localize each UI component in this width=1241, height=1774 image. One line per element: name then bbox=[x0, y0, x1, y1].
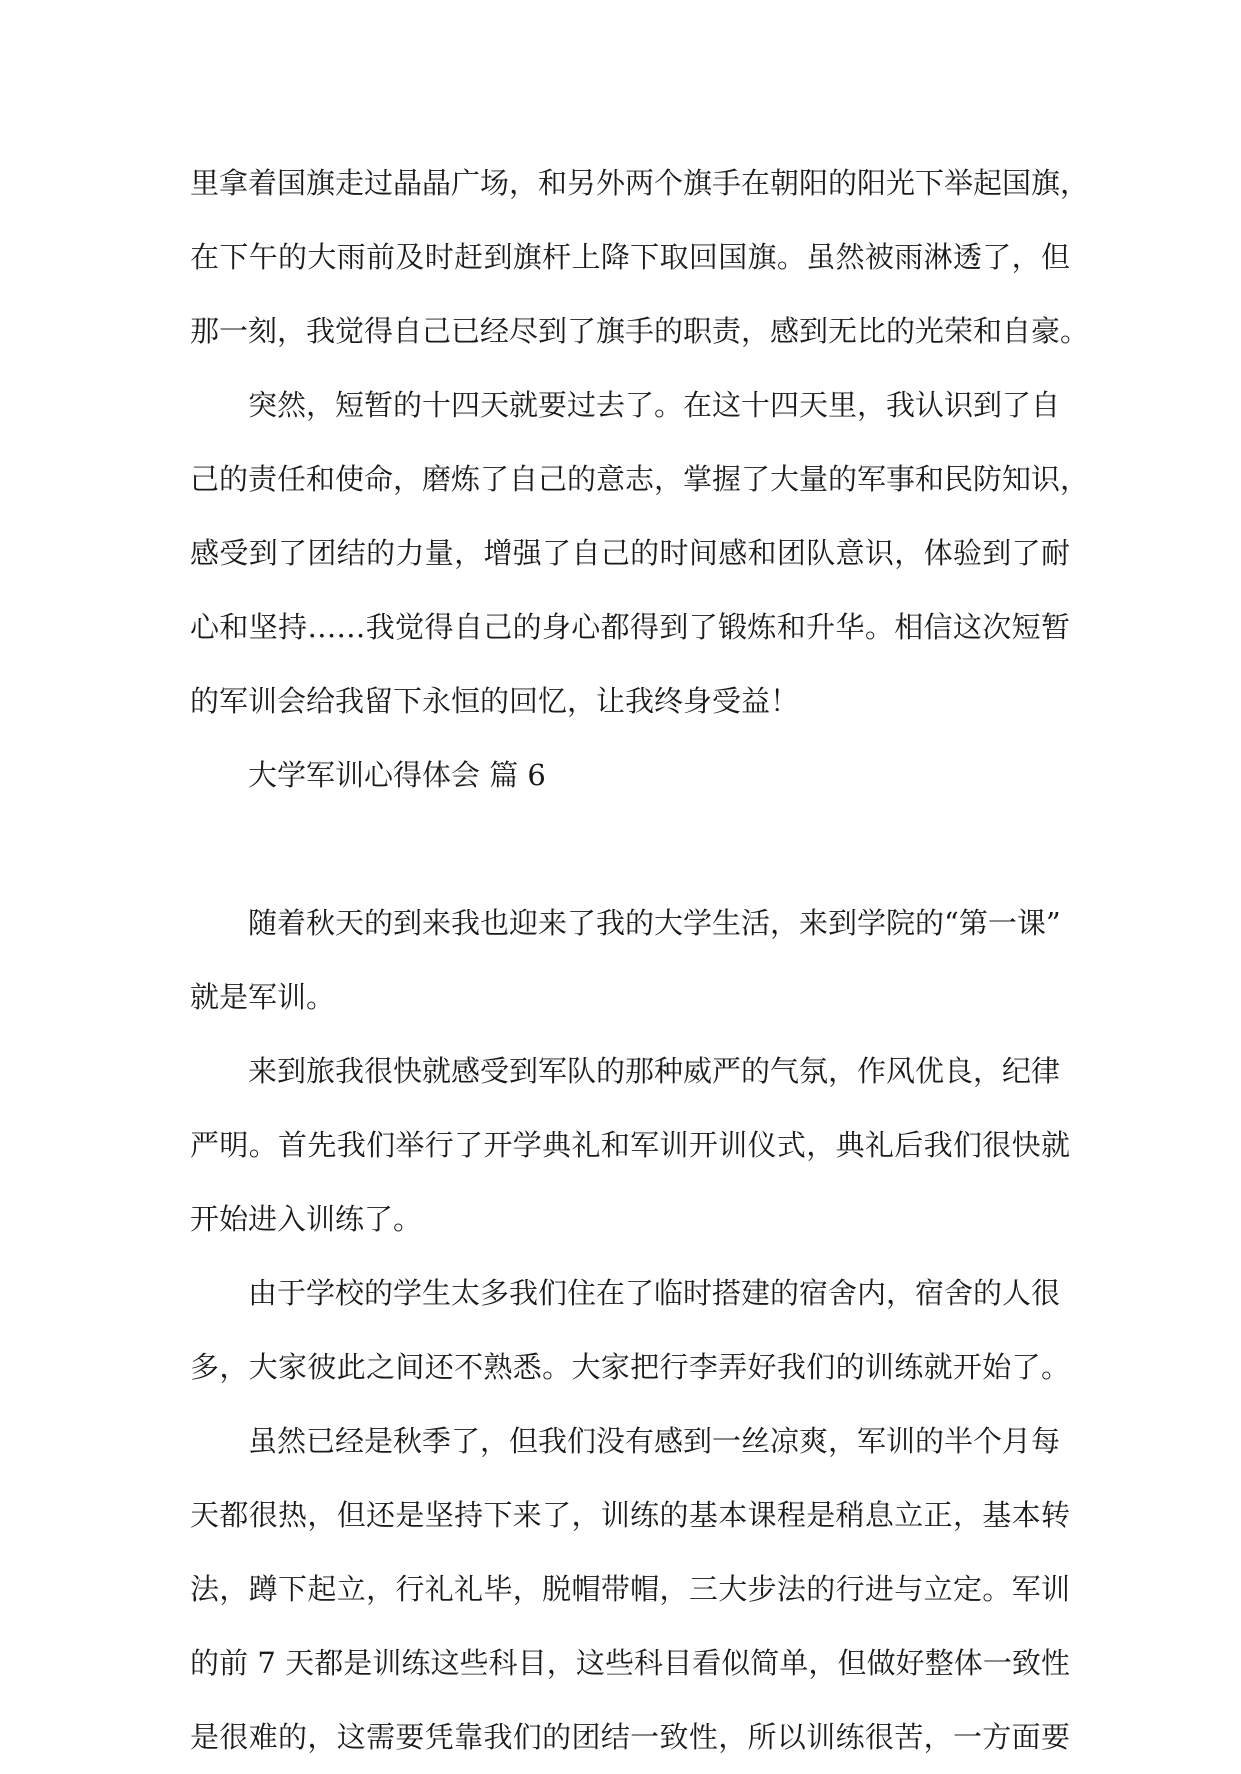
paragraph-first-line bbox=[0, 1256, 1241, 1330]
line-text: 的前 7 天都是训练这些科目，这些科目看似简单，但做好整体一致性 bbox=[190, 1646, 1070, 1680]
text-line bbox=[0, 294, 1241, 368]
text-line bbox=[0, 1182, 1241, 1256]
text-line bbox=[0, 664, 1241, 738]
line-text: 严明。首先我们举行了开学典礼和军训开训仪式，典礼后我们很快就 bbox=[190, 1128, 1070, 1162]
line-text: 的军训会给我留下永恒的回忆，让我终身受益！ bbox=[190, 684, 800, 718]
text-line bbox=[0, 1108, 1241, 1182]
text-line bbox=[0, 960, 1241, 1034]
line-text: 在下午的大雨前及时赶到旗杆上降下取回国旗。虽然被雨淋透了，但 bbox=[190, 240, 1070, 274]
section-heading bbox=[0, 738, 1241, 812]
line-text: 虽然已经是秋季了，但我们没有感到一丝凉爽，军训的半个月每 bbox=[248, 1424, 1061, 1458]
text-line bbox=[0, 146, 1241, 220]
line-text: 随着秋天的到来我也迎来了我的大学生活，来到学院的“第一课” bbox=[248, 906, 1061, 940]
line-text: 天都很热，但还是坚持下来了，训练的基本课程是稍息立正，基本转 bbox=[190, 1498, 1070, 1532]
line-text: 多，大家彼此之间还不熟悉。大家把行李弄好我们的训练就开始了。 bbox=[190, 1350, 1070, 1384]
heading-text: 大学军训心得体会 篇 6 bbox=[248, 758, 546, 792]
line-text: 心和坚持……我觉得自己的身心都得到了锻炼和升华。相信这次短暂 bbox=[190, 610, 1070, 644]
line-text: 己的责任和使命，磨炼了自己的意志，掌握了大量的军事和民防知识， bbox=[190, 462, 1090, 496]
text-line bbox=[0, 1330, 1241, 1404]
text-line bbox=[0, 1478, 1241, 1552]
line-text: 感受到了团结的力量，增强了自己的时间感和团队意识，体验到了耐 bbox=[190, 536, 1070, 570]
text-line bbox=[0, 1700, 1241, 1774]
line-text: 突然，短暂的十四天就要过去了。在这十四天里，我认识到了自 bbox=[248, 388, 1061, 422]
paragraph-first-line bbox=[0, 886, 1241, 960]
line-text: 开始进入训练了。 bbox=[190, 1202, 423, 1236]
line-text: 来到旅我很快就感受到军队的那种威严的气氛，作风优良，纪律 bbox=[248, 1054, 1061, 1088]
line-text: 就是军训。 bbox=[190, 980, 336, 1014]
text-line bbox=[0, 1552, 1241, 1626]
text-line bbox=[0, 220, 1241, 294]
text-line bbox=[0, 442, 1241, 516]
text-line bbox=[0, 1626, 1241, 1700]
paragraph-first-line bbox=[0, 1034, 1241, 1108]
line-text: 由于学校的学生太多我们住在了临时搭建的宿舍内，宿舍的人很 bbox=[248, 1276, 1061, 1310]
paragraph-first-line bbox=[0, 1404, 1241, 1478]
line-text: 里拿着国旗走过晶晶广场，和另外两个旗手在朝阳的阳光下举起国旗， bbox=[190, 166, 1090, 200]
line-text: 那一刻，我觉得自己已经尽到了旗手的职责，感到无比的光荣和自豪。 bbox=[190, 314, 1090, 348]
text-line bbox=[0, 590, 1241, 664]
text-line bbox=[0, 516, 1241, 590]
paragraph-first-line bbox=[0, 368, 1241, 442]
line-text: 是很难的，这需要凭靠我们的团结一致性，所以训练很苦，一方面要 bbox=[190, 1720, 1070, 1754]
line-text: 法，蹲下起立，行礼礼毕，脱帽带帽，三大步法的行进与立定。军训 bbox=[190, 1572, 1070, 1606]
